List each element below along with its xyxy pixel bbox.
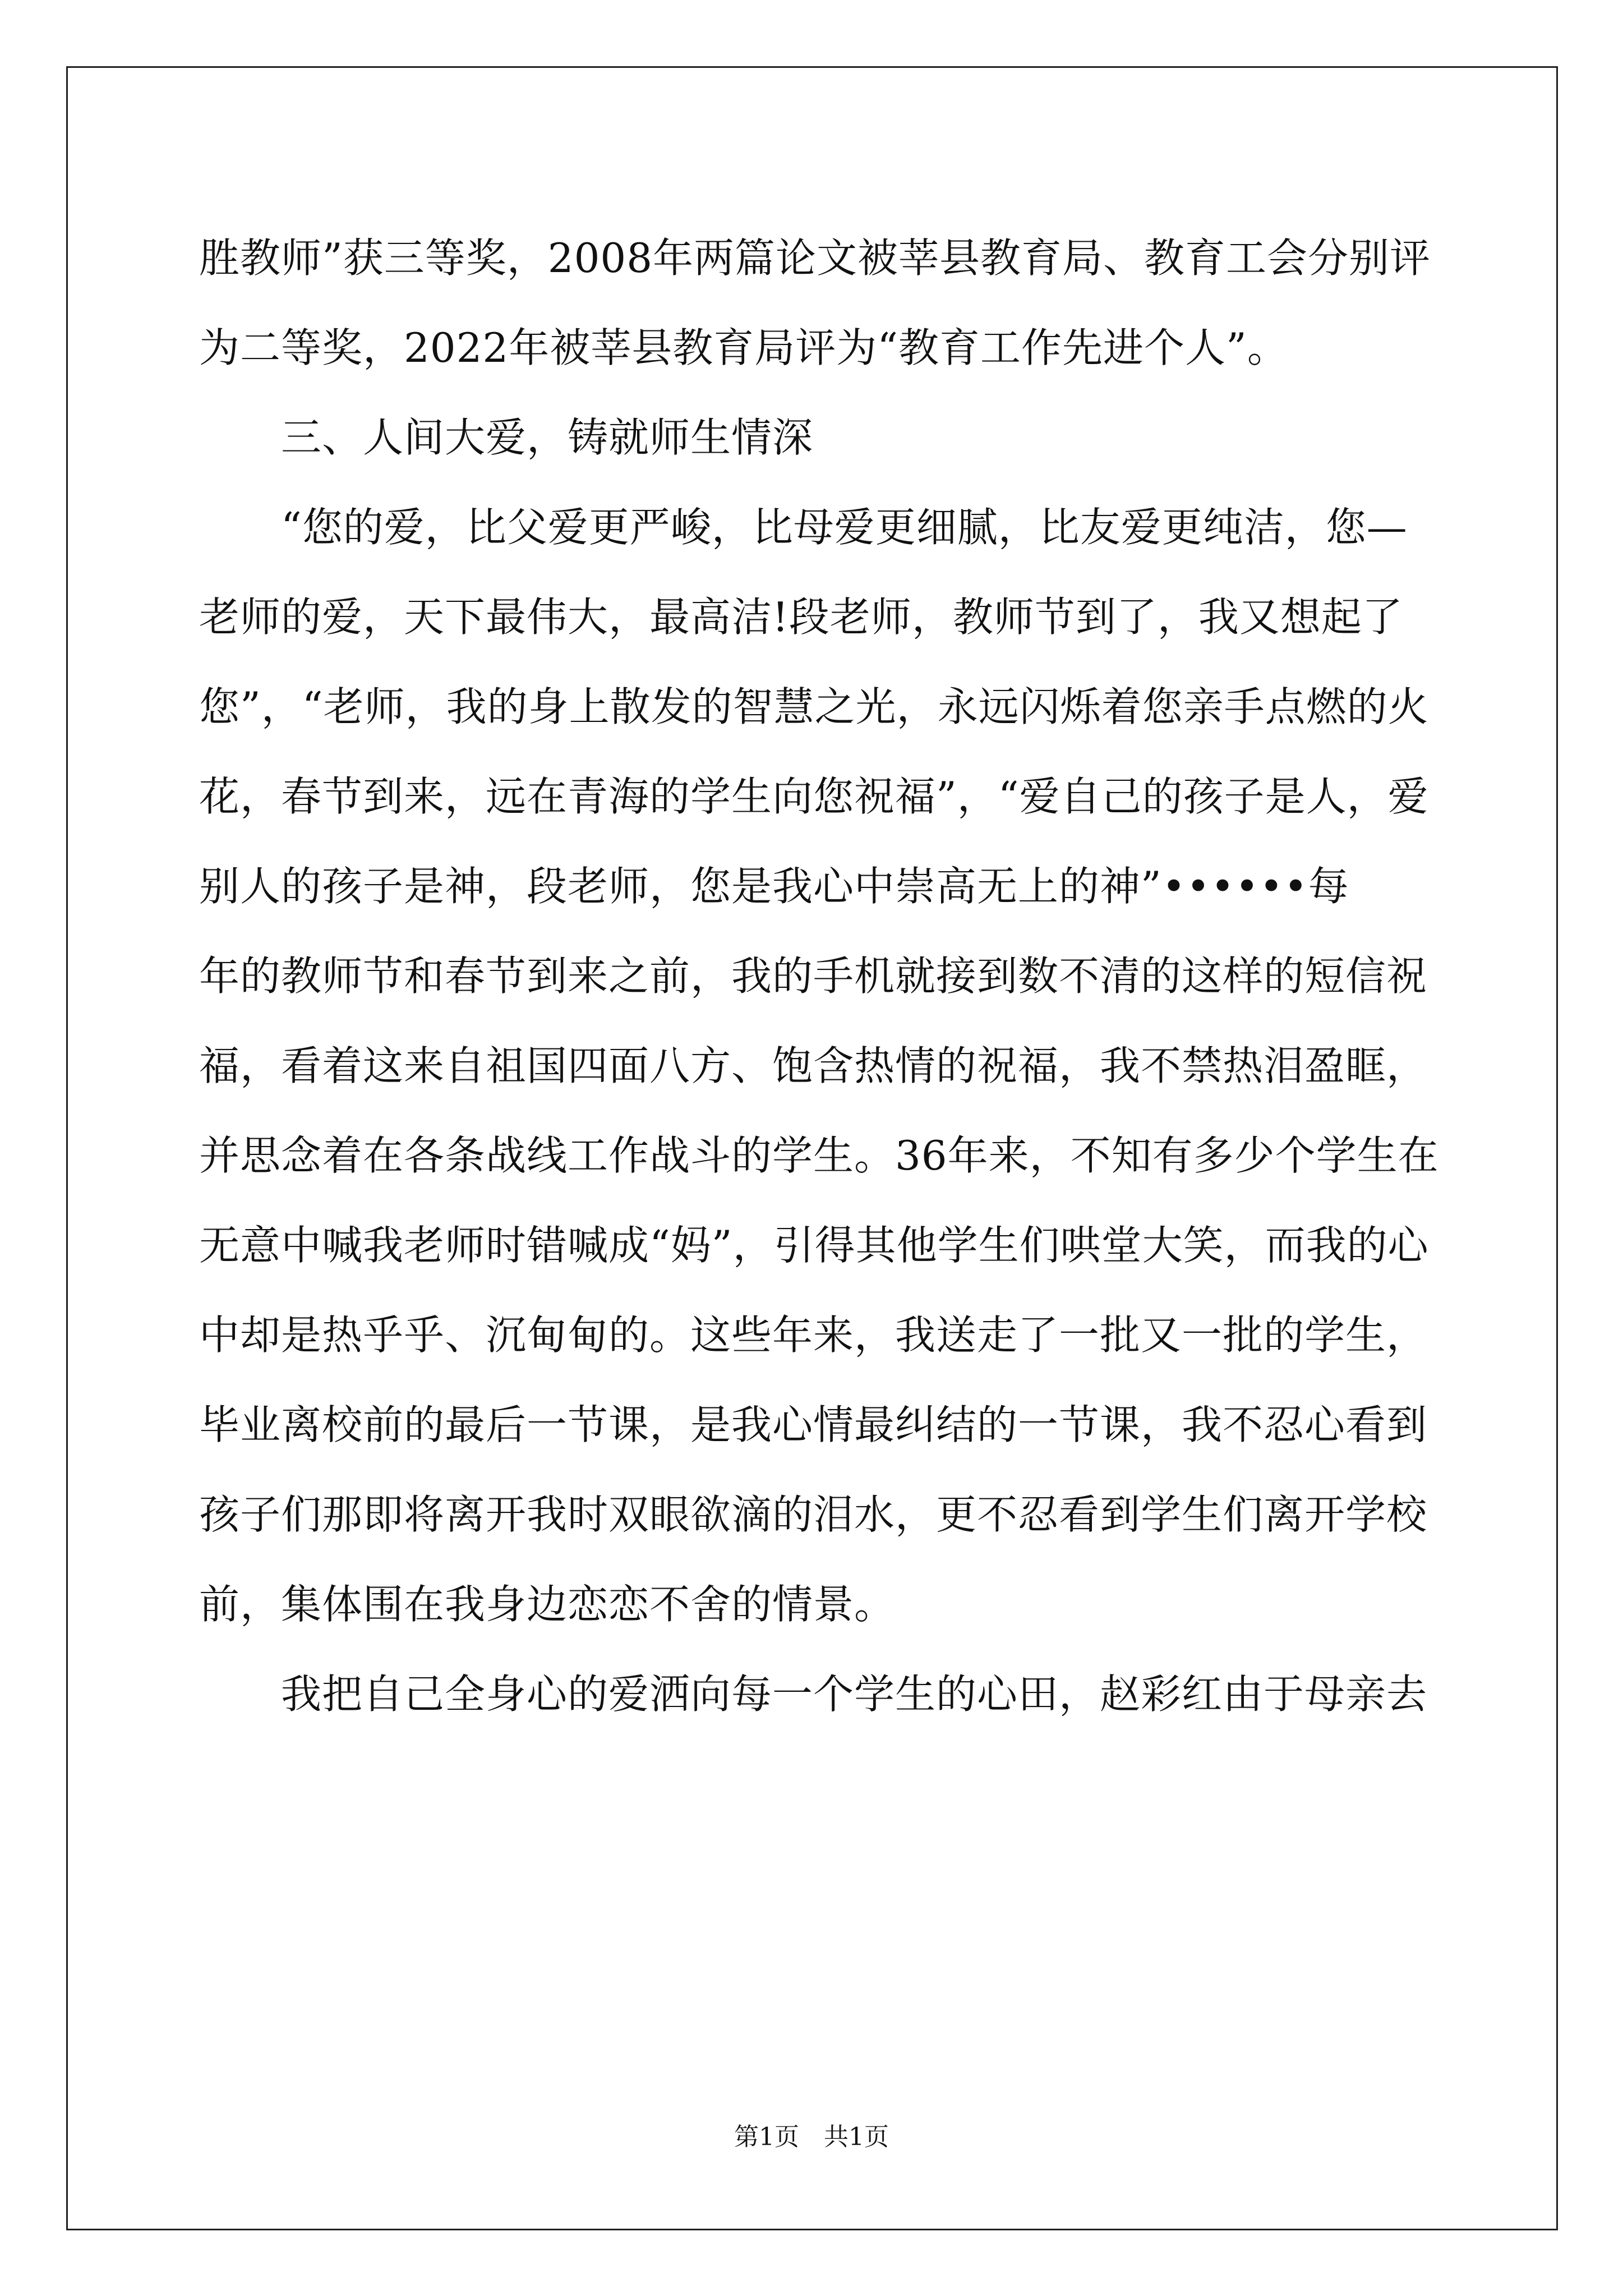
text-line: 年的教师节和春节到来之前，我的手机就接到数不清的这样的短信祝 [199, 953, 1428, 1000]
text-line: 毕业离校前的最后一节课，是我心情最纠结的一节课，我不忍心看到 [199, 1401, 1428, 1448]
text-line: “您的爱，比父爱更严峻，比母爱更细腻，比友爱更纯洁，您— [281, 504, 1408, 551]
text-line: 福，看着这来自祖国四面八方、饱含热情的祝福，我不禁热泪盈眶， [199, 1042, 1428, 1089]
text-line: 胜教师”获三等奖，2008年两篇论文被莘县教育局、教育工会分别评 [199, 234, 1431, 282]
text-line: 孩子们那即将离开我时双眼欲滴的泪水，更不忍看到学生们离开学校 [199, 1491, 1428, 1538]
text-line: 花，春节到来，远在青海的学生向您祝福”，“爱自己的孩子是人，爱 [199, 773, 1429, 820]
text-line: 并思念着在各条战线工作战斗的学生。36年来，不知有多少个学生在 [199, 1132, 1439, 1179]
text-line: 您”，“老师，我的身上散发的智慧之光，永远闪烁着您亲手点燃的火 [199, 683, 1429, 730]
text-line: 为二等奖，2022年被莘县教育局评为“教育工作先进个人”。 [199, 324, 1288, 371]
text-line: 别人的孩子是神，段老师，您是我心中崇高无上的神”••••••每 [199, 863, 1349, 910]
text-line: 老师的爱，天下最伟大，最高洁!段老师，教师节到了，我又想起了 [199, 593, 1403, 641]
text-line: 无意中喊我老师时错喊成“妈”，引得其他学生们哄堂大笑，而我的心 [199, 1222, 1429, 1269]
page-number-footer: 第1页 共1页 [734, 2123, 889, 2151]
text-line: 我把自己全身心的爱洒向每一个学生的心田，赵彩红由于母亲去 [281, 1671, 1428, 1718]
section-heading: 三、人间大爱，铸就师生情深 [281, 414, 814, 461]
text-line: 中却是热乎乎、沉甸甸的。这些年来，我送走了一批又一批的学生， [199, 1312, 1428, 1359]
text-line: 前，集体围在我身边恋恋不舍的情景。 [199, 1581, 896, 1628]
